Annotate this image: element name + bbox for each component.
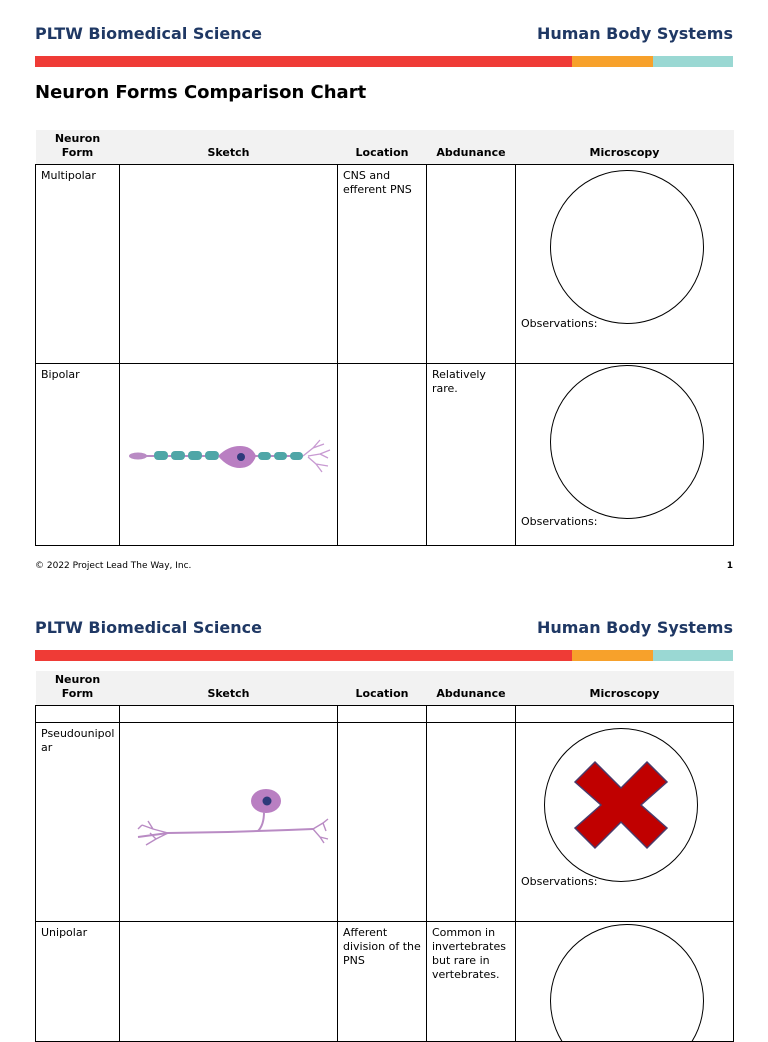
pseudounipolar-neuron-illustration — [128, 785, 338, 855]
header-abundance: Abdunance — [427, 671, 516, 706]
observations-label: Observations: — [521, 317, 598, 330]
header-location: Location — [338, 671, 427, 706]
observations-label: Observations: — [521, 875, 598, 888]
form-cell: Multipolar — [36, 165, 120, 364]
abundance-cell: Relatively rare. — [427, 364, 516, 546]
form-cell: Unipolar — [36, 922, 120, 1042]
microscopy-cell[interactable] — [516, 165, 734, 364]
location-cell[interactable] — [338, 364, 427, 546]
microscopy-circle — [550, 170, 704, 324]
header-neuron-form: Neuron Form — [36, 671, 120, 706]
header-abundance: Abdunance — [427, 130, 516, 165]
page-header — [35, 618, 733, 648]
header-course: Human Body Systems — [536, 618, 733, 637]
header-course: Human Body Systems — [536, 24, 733, 43]
microscopy-circle — [550, 365, 704, 519]
header-program: PLTW Biomedical Science — [35, 24, 262, 43]
microscopy-cell[interactable] — [516, 723, 734, 922]
page-title: Neuron Forms Comparison Chart — [35, 82, 367, 103]
red-x-icon — [573, 760, 669, 850]
footer-page-number: 1 — [726, 561, 733, 571]
header-color-bar — [35, 56, 733, 67]
form-cell: Bipolar — [36, 364, 120, 546]
abundance-cell[interactable] — [427, 165, 516, 364]
location-cell: Afferent division of the PNS — [338, 922, 427, 1042]
table-row — [36, 165, 734, 364]
sketch-cell[interactable] — [120, 364, 338, 546]
form-cell: Pseudounipol ar — [36, 723, 120, 922]
table-row-empty — [36, 706, 734, 723]
header-sketch: Sketch — [120, 671, 338, 706]
observations-label: Observations: — [521, 515, 598, 528]
header-location: Location — [338, 130, 427, 165]
header-color-bar — [35, 650, 733, 661]
footer-copyright: © 2022 Project Lead The Way, Inc. — [35, 561, 192, 571]
header-microscopy: Microscopy — [516, 130, 734, 165]
page-header — [35, 24, 733, 54]
abundance-cell[interactable] — [427, 723, 516, 922]
location-cell: CNS and efferent PNS — [338, 165, 427, 364]
location-cell[interactable] — [338, 723, 427, 922]
sketch-cell[interactable] — [120, 165, 338, 364]
header-neuron-form: Neuron Form — [36, 130, 120, 165]
sketch-cell[interactable] — [120, 723, 338, 922]
table-row — [36, 723, 734, 922]
neuron-table-page2 — [35, 671, 734, 1042]
neuron-table-page1 — [35, 130, 734, 546]
microscopy-cell[interactable] — [516, 364, 734, 546]
header-sketch: Sketch — [120, 130, 338, 165]
abundance-cell: Common in invertebrates but rare in vertebrates. — [427, 922, 516, 1042]
table-row — [36, 364, 734, 546]
header-microscopy: Microscopy — [516, 671, 734, 706]
header-program: PLTW Biomedical Science — [35, 618, 262, 637]
bipolar-neuron-illustration — [128, 434, 338, 484]
